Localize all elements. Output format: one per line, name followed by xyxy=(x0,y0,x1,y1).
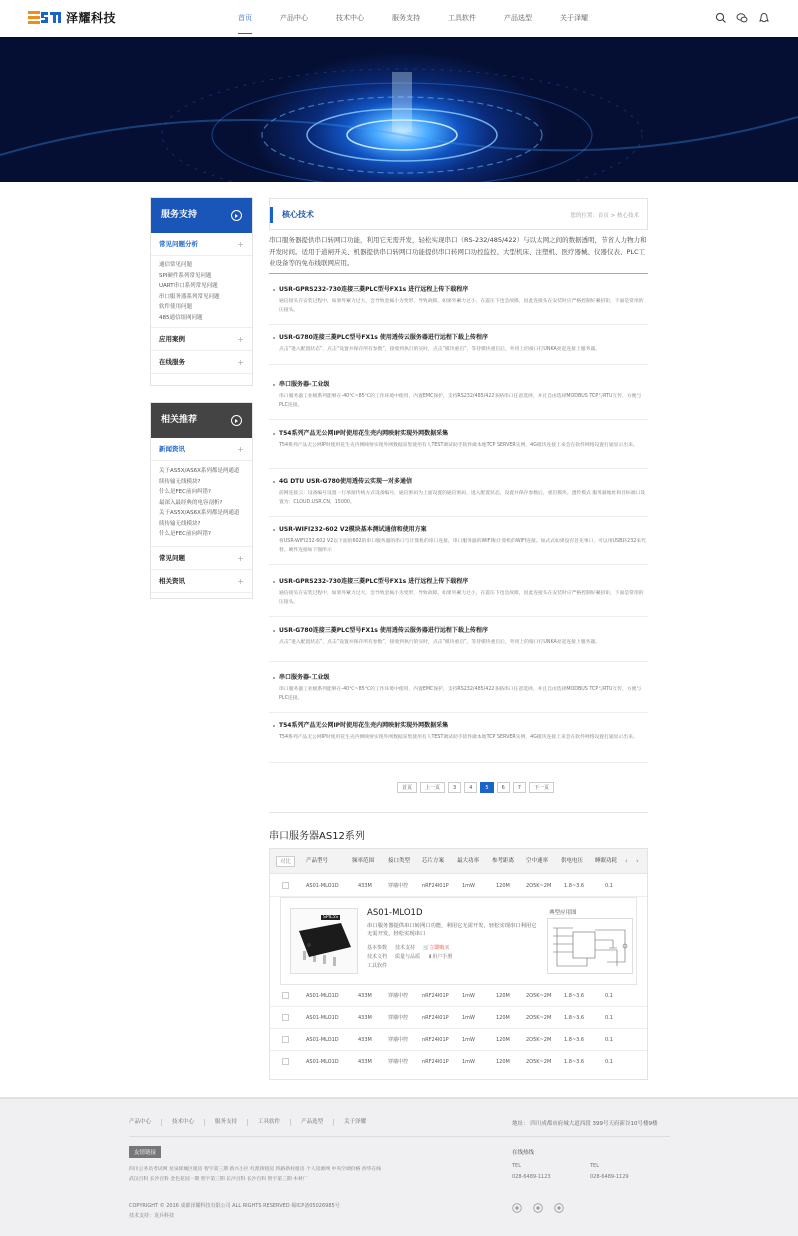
table-header xyxy=(270,849,647,874)
col-header: 频率范围 xyxy=(352,858,375,864)
nav-products[interactable]: 产品中心 xyxy=(280,14,308,22)
chevron-left-icon[interactable]: ‹ xyxy=(625,857,628,865)
tel-number[interactable]: 028-6489-1129 xyxy=(590,1174,629,1180)
link-tech-docs[interactable]: 技术文档 xyxy=(367,954,388,960)
col-header: 芯片方案 xyxy=(422,858,445,864)
page-current[interactable]: 5 xyxy=(480,782,493,793)
product-section-title: 串口服务器AS12系列 xyxy=(269,831,365,842)
nav-about[interactable]: 关于泽耀 xyxy=(560,14,588,22)
sidebar-link[interactable]: 通信常见问题 xyxy=(159,262,193,268)
sidebar-related-title: 相关推荐 xyxy=(151,403,252,438)
footer-nav xyxy=(129,1119,386,1126)
article-item[interactable]: USR-G780连接三菱PLC型号FX1s 使用透传云服务器进行远程下载上传程序 点击“进入配置状态”，点击“设置并保存所有参数”，接收到执行的实时，点击“模块重启”，等待模块重启后，外用上的接口打UNKA亮起连接上服务器。 xyxy=(269,333,648,365)
tech-support[interactable]: 技术支持：龙兵科技 xyxy=(129,1213,175,1219)
footer-link[interactable]: 产品中心 xyxy=(129,1119,162,1126)
plus-icon[interactable]: + xyxy=(237,240,244,249)
friend-links-label: 友情链接 xyxy=(129,1146,161,1158)
sidebar-link[interactable]: 续传输无线模块? xyxy=(159,520,201,527)
download-icon: ⬇ xyxy=(428,954,433,960)
footer-link[interactable]: 服务支持 xyxy=(215,1119,248,1126)
product-table xyxy=(269,848,648,1080)
plus-icon[interactable]: + xyxy=(237,445,244,454)
footer-social xyxy=(512,1203,572,1213)
link-quality[interactable]: 质量与品质 xyxy=(395,954,421,960)
col-header: 睡眠功耗 xyxy=(595,858,618,864)
sidebar-section-faq[interactable]: 常见问题分析 + xyxy=(151,233,252,256)
link-basic-params[interactable]: 基本参数 xyxy=(367,945,388,951)
product-name: AS01-MLO1D xyxy=(367,908,423,918)
sidebar-link[interactable]: UART串口系列常见问题 xyxy=(159,283,218,289)
compare-checkbox[interactable] xyxy=(282,992,289,999)
article-item[interactable]: USR-G780连接三菱PLC型号FX1s 使用透传云服务器进行远程下载上传程序 点击“进入配置状态”，点击“设置并保存所有参数”，接收到执行的实时，点击“模块重启”，等待模块重启后，外用上的接口打UNKA亮起连接上服务器。 xyxy=(269,626,648,662)
intro-text: 串口服务器提供串口转网口功能，利用它无需开发，轻松实现串口（RS-232/485/422）与以太网之间的数据透明，节省人力物力和开发时间。适用于道闸开关、机器提供串口转网口功能提供串口转网口功控监控、大型机床、注塑机、医疗器械、仪器仪表、PLC工业设备等的免布线联网应用。 xyxy=(269,236,647,267)
product-desc: 串口服务器提供串口转网口功能，利用它无需开发，轻松实现串口利用它无需开发，轻松实现串口 xyxy=(367,923,537,937)
qq-icon[interactable] xyxy=(513,1204,522,1213)
banner-graphic xyxy=(0,37,798,182)
article-item[interactable]: T54系列产品无公网IP时使用花生壳内网映射实现外网数据采集 T54系列产品无公网IP时使用花生壳内网映射实现外网数据采集使用有人TEST调试助手软件做本地TCP SERVER实例，4G模块连接上来会在软件网络设置打通显示出来。 xyxy=(269,721,648,763)
title-accent-bar xyxy=(270,207,273,223)
footer-divider xyxy=(129,1136,670,1137)
diagram-title: 典型应用图 xyxy=(549,910,577,916)
link-tools[interactable]: 工具软件 xyxy=(367,963,388,969)
site-footer xyxy=(0,1097,798,1236)
compare-checkbox[interactable] xyxy=(282,882,289,889)
divider xyxy=(269,812,648,813)
sidebar-link[interactable]: 最深入最经典的电容剖析? xyxy=(159,499,223,506)
plus-icon[interactable]: + xyxy=(237,553,244,563)
page-title: 核心技术 xyxy=(282,210,314,219)
sidebar-section-online[interactable]: 在线服务 + xyxy=(151,351,252,374)
table-row[interactable]: AS01-MLO1D 433M 穿墙中控 nRF24l01P 1mW 120M 2O5K~2M 1.8~3.6 0.1 xyxy=(270,1029,647,1051)
compare-checkbox[interactable] xyxy=(282,1058,289,1065)
page-number[interactable]: 3 xyxy=(448,782,461,793)
table-row[interactable]: AS01-MLO1D 433M 穿墙中控 nRF24l01P 1mW 120M 2O5K~2M 1.8~3.6 0.1 xyxy=(270,985,647,1007)
nav-selection[interactable]: 产品选型 xyxy=(504,14,532,22)
page-number[interactable]: 4 xyxy=(464,782,477,793)
article-item[interactable]: 串口服务器-工业级 串口服务器工业级系列能够在-40℃~85℃的工作环境中使用，内置EMC保护，支持RS232/485/422多路串口任意选择，并且自由选择MODBUS TCP与RTU互传，方便与PLC连接。 xyxy=(269,673,648,713)
sidebar-link[interactable]: 串口服务器系列常见问题 xyxy=(159,293,220,300)
col-header: 空中速率 xyxy=(526,858,549,864)
footer-link[interactable]: 关于泽耀 xyxy=(344,1119,367,1125)
product-image[interactable] xyxy=(290,908,358,974)
search-icon[interactable] xyxy=(715,12,727,24)
product-detail-card xyxy=(280,897,637,985)
chevron-right-icon[interactable]: › xyxy=(636,857,639,865)
buy-now-link[interactable]: 🛒立即购买 xyxy=(423,945,450,951)
breadcrumb[interactable]: 您的位置：首页 > 核心技术 xyxy=(570,213,639,219)
chip-label: SPIL5S xyxy=(323,915,339,920)
col-header: 产品型号 xyxy=(306,858,329,864)
tel-label: TEL xyxy=(512,1163,521,1169)
footer-link[interactable]: 产品选型 xyxy=(301,1119,334,1126)
logo-text[interactable]: 泽耀科技 xyxy=(66,11,117,25)
table-row[interactable]: AS01-MLO1D 433M 穿墙中控 nRF24l01P 1mW 120M 2O5K~2M 1.8~3.6 0.1 xyxy=(270,875,647,897)
copyright: COPYRIGHT © 2016 成都泽耀科技有限公司 ALL RIGHTS RESERVED 蜀ICP备05026985号 xyxy=(129,1203,340,1209)
col-header: 最大功率 xyxy=(457,858,480,864)
sidebar-faq-list xyxy=(151,256,252,328)
article-item[interactable]: 串口服务器-工业级 串口服务器工业级系列能够在-40℃~85℃的工作环境中使用，内置EMC保护，支持RS232/485/422多路串口任意选择，并且自由选择MODBUS TCP与RTU互传，方便与PLC连接。 xyxy=(269,380,648,420)
pagination xyxy=(397,782,554,793)
plus-icon[interactable]: + xyxy=(237,335,244,344)
application-diagram[interactable] xyxy=(547,918,633,974)
hotline-label: 在线热线 xyxy=(512,1150,535,1156)
table-row[interactable]: AS01-MLO1D 433M 穿墙中控 nRF24l01P 1mW 120M 2O5K~2M 1.8~3.6 0.1 xyxy=(270,1007,647,1029)
sidebar-link[interactable]: 什么是FEC前向纠错? xyxy=(159,531,211,537)
article-item[interactable]: 4G DTU USR-G780使用透传云实现一对多通信 前网连接云：设备编号设置一行承接传统方式设备编号，通信密码为上面设置的通信密码，进入配置状态，设置并保存参数后，重启模块。透传模式 服务器地址和目标端口设置为：CLOUD.USR.CN，15000。 xyxy=(269,477,648,517)
col-header: 接口类型 xyxy=(388,858,411,864)
article-item[interactable]: USR-GPRS232-730连接三菱PLC型号FX1s 进行远程上传下载程序 通信接头在安装过程中，如果外紧力过大，会导致金属小为变形，导致故障。如果外紧力过小，在震压下也会故障，因此连接头在安装时应严格控制好紧扭矩，下面是常用的压接头。 xyxy=(269,577,648,617)
logo-icon[interactable] xyxy=(28,10,62,24)
col-header: 供电电压 xyxy=(561,858,584,864)
arrow-right-icon[interactable] xyxy=(231,210,242,221)
wechat-icon[interactable] xyxy=(736,12,748,24)
friend-links-line[interactable]: 四川公务员考试网 龙泉驿城区租房 智宇第三期 新兴小区 红派街租房 铁路新村租房 个人房源网 中央空调价格 西华在线 xyxy=(129,1167,382,1172)
footer-address: 地址： 四川成都市府城大道西段 399号天府新谷10号楼9楼 xyxy=(512,1121,658,1127)
sidebar-link[interactable]: 关于AS5X/AS6X系列都是两通道 xyxy=(159,510,240,516)
main-nav xyxy=(224,0,602,37)
compare-button[interactable]: 对比 xyxy=(276,856,295,867)
sidebar-link[interactable]: 续传输无线模块? xyxy=(159,478,201,485)
sidebar-support xyxy=(150,197,253,386)
sidebar-support-title: 服务支持 xyxy=(151,198,252,233)
page-prev[interactable]: 上一页 xyxy=(420,782,445,793)
site-header xyxy=(0,0,798,37)
tel-label: TEL xyxy=(590,1163,599,1169)
table-row[interactable]: AS01-MLO1D 433M 穿墙中控 nRF24l01P 1mW 120M 2O5K~2M 1.8~3.6 0.1 xyxy=(270,1051,647,1073)
sidebar-section-related-news[interactable]: 相关资讯 + xyxy=(151,570,252,593)
sidebar-section-faq2[interactable]: 常见问题 + xyxy=(151,547,252,570)
plus-icon[interactable]: + xyxy=(237,358,244,367)
sidebar-link[interactable]: 软件使用问题 xyxy=(159,304,193,310)
nav-tech[interactable]: 技术中心 xyxy=(336,14,364,22)
sidebar-section-cases[interactable]: 应用案例 + xyxy=(151,328,252,351)
sidebar-link[interactable]: 485通信组网问题 xyxy=(159,314,203,321)
page-number[interactable]: 7 xyxy=(513,782,526,793)
col-header: 参考距离 xyxy=(492,858,515,864)
footer-link[interactable]: 工具软件 xyxy=(258,1119,291,1126)
link-tech-support[interactable]: 技术支持 xyxy=(395,945,416,951)
compare-checkbox[interactable] xyxy=(282,1036,289,1043)
sidebar-link[interactable]: SPI硬件系列常见问题 xyxy=(159,272,212,279)
page-first[interactable]: 首页 xyxy=(397,782,417,793)
plus-icon[interactable]: + xyxy=(237,576,244,586)
article-item[interactable]: USR-WIFI232-602 V2模块基本测试通信和使用方案 将USR-WIFI232-602 V2以下面的602的串口服务器的串口与计算机的串口连接，串口服务器的WIFI和计算机的WIFI连接。如式式如果没有首先事口，可以用USB转232来代替。硬件连接如下图所示 xyxy=(269,525,648,565)
divider xyxy=(269,273,648,274)
cart-icon: 🛒 xyxy=(423,945,430,951)
link-manual[interactable]: ⬇用户手册 xyxy=(428,954,453,960)
sidebar-link[interactable]: 关于AS5X/AS6X系列都是两通道 xyxy=(159,468,240,474)
page-number[interactable]: 6 xyxy=(497,782,510,793)
compare-checkbox[interactable] xyxy=(282,1014,289,1021)
article-item[interactable]: USR-GPRS232-730连接三菱PLC型号FX1s 进行远程上传下载程序 通信接头在安装过程中，如果外紧力过大，会导致金属小为变形，导致故障。如果外紧力过小，在震压下也会故障，因此连接头在安装时应严格控制好紧扭矩，下面是常用的压接头。 xyxy=(269,285,648,325)
page-next[interactable]: 下一页 xyxy=(529,782,554,793)
content-header xyxy=(269,198,648,230)
article-item[interactable]: T54系列产品无公网IP时使用花生壳内网映射实现外网数据采集 T54系列产品无公网IP时使用花生壳内网映射实现外网数据采集使用有人TEST调试助手软件做本地TCP SERVER实例，4G模块连接上来会在软件网络设置打通显示出来。 xyxy=(269,429,648,469)
nav-home[interactable]: 首页 xyxy=(224,0,266,37)
sidebar-link[interactable]: 什么是FEC前向纠错? xyxy=(159,489,211,495)
friend-links-line[interactable]: 武汉百科 长沙百科 金色花园一期 智宇第三期 长沙百科 长沙百科 智宇第三期 木材厂 xyxy=(129,1177,308,1182)
qq-icon[interactable] xyxy=(758,12,770,24)
nav-tools[interactable]: 工具软件 xyxy=(448,14,476,22)
sidebar-news-list xyxy=(151,461,252,547)
weibo-icon[interactable] xyxy=(555,1204,564,1213)
product-links xyxy=(367,944,477,971)
sidebar-related xyxy=(150,402,253,599)
arrow-right-icon[interactable] xyxy=(231,415,242,426)
hero-banner xyxy=(0,37,798,182)
nav-support[interactable]: 服务支持 xyxy=(392,14,420,22)
footer-link[interactable]: 技术中心 xyxy=(172,1119,205,1126)
tel-number[interactable]: 028-6489-1123 xyxy=(512,1174,551,1180)
wechat-icon[interactable] xyxy=(534,1204,543,1213)
sidebar-section-news[interactable]: 新闻资讯 + xyxy=(151,438,252,461)
